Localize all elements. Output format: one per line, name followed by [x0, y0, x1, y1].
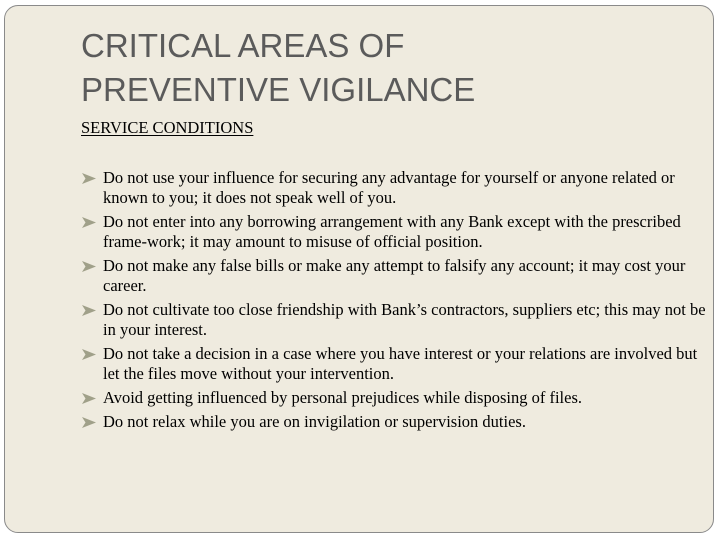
- bullet-text: Do not make any false bills or make any attempt to falsify any account; it may cost your career.: [103, 256, 686, 295]
- slide-title-line-1: CRITICAL AREAS OF: [81, 27, 405, 64]
- slide: [4, 5, 714, 533]
- bullet-item: [79, 212, 709, 252]
- slide-title: [81, 24, 475, 112]
- bullet-item: [79, 388, 709, 408]
- arrow-bullet-icon: [81, 216, 97, 229]
- arrow-bullet-icon: [81, 348, 97, 361]
- bullet-text: Do not enter into any borrowing arrangement with any Bank except with the prescribed frame-work; it may amount to misuse of official position.: [103, 212, 681, 251]
- bullet-text: Do not relax while you are on invigilation or supervision duties.: [103, 412, 526, 431]
- bullet-item: [79, 168, 709, 208]
- bullet-item: [79, 300, 709, 340]
- arrow-bullet-icon: [81, 416, 97, 429]
- arrow-bullet-icon: [81, 392, 97, 405]
- bullet-item: [79, 344, 709, 384]
- bullet-text: Do not cultivate too close friendship with Bank’s contractors, suppliers etc; this may not be in your interest.: [103, 300, 706, 339]
- arrow-bullet-icon: [81, 260, 97, 273]
- bullet-list: [79, 168, 709, 436]
- arrow-bullet-icon: [81, 304, 97, 317]
- arrow-bullet-icon: [81, 172, 97, 185]
- bullet-text: Avoid getting influenced by personal prejudices while disposing of files.: [103, 388, 583, 407]
- bullet-item: [79, 412, 709, 432]
- bullet-item: [79, 256, 709, 296]
- bullet-text: Do not take a decision in a case where you have interest or your relations are involved but let the files move without your intervention.: [103, 344, 698, 383]
- bullet-text: Do not use your influence for securing any advantage for yourself or anyone related or known to you; it does not speak well of you.: [103, 168, 675, 207]
- slide-title-line-2: PREVENTIVE VIGILANCE: [81, 71, 476, 108]
- section-heading: SERVICE CONDITIONS: [81, 118, 254, 137]
